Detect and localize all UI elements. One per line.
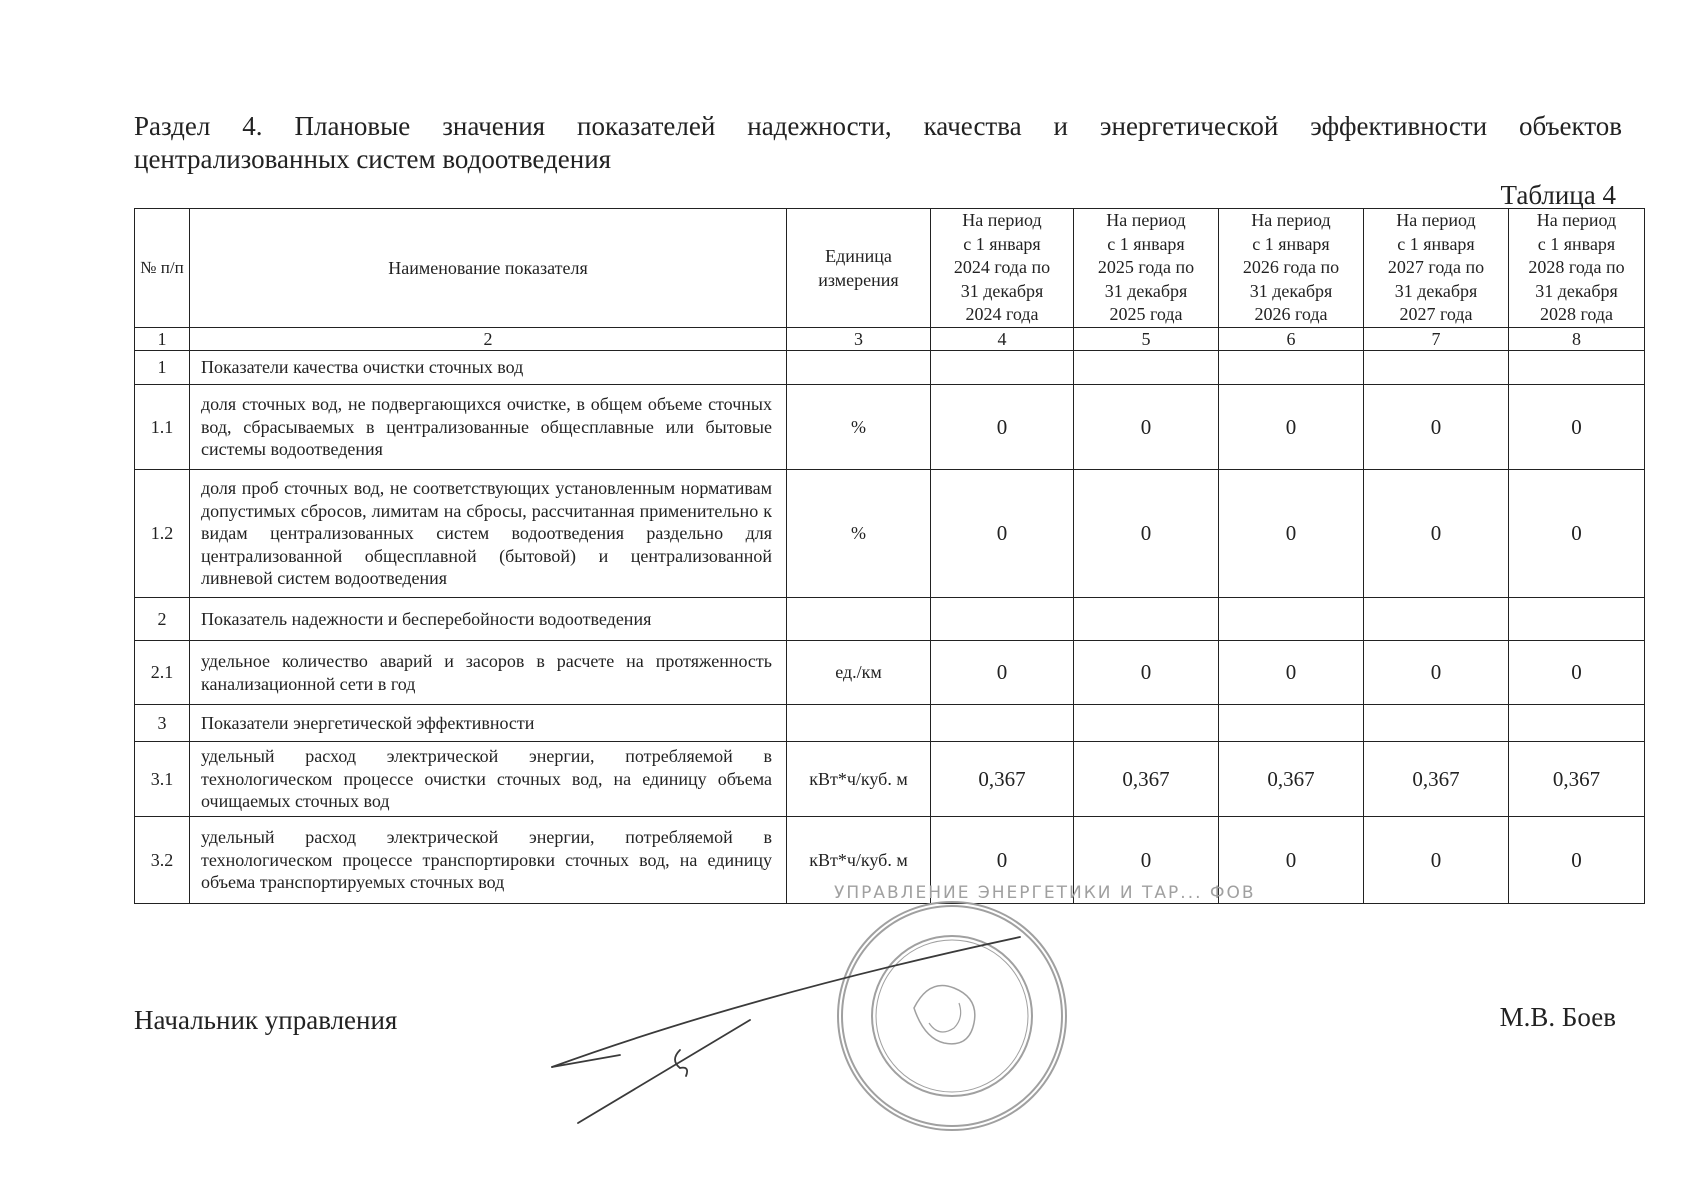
header-period bbox=[1074, 209, 1219, 328]
section-heading-line-1: Раздел 4. Плановые значения показателей надежности, качества и энергетической эффективности объектов bbox=[134, 111, 1622, 141]
row-num: 1.1 bbox=[135, 385, 190, 470]
row-unit: % bbox=[787, 470, 931, 598]
header-period bbox=[1219, 209, 1364, 328]
column-number: 5 bbox=[1074, 328, 1219, 351]
period-line: На период bbox=[1106, 210, 1186, 231]
row-num: 1.2 bbox=[135, 470, 190, 598]
period-line: 31 декабря bbox=[1249, 280, 1333, 301]
period-line: 2028 года bbox=[1539, 304, 1614, 325]
row-value: 0 bbox=[1074, 385, 1219, 470]
row-value: 0 bbox=[1074, 817, 1219, 904]
column-number: 7 bbox=[1364, 328, 1509, 351]
row-value: 0,367 bbox=[1509, 742, 1645, 817]
section-num: 3 bbox=[135, 705, 190, 742]
indicators-table bbox=[134, 208, 1645, 904]
section-title: Показатели энергетической эффективности bbox=[190, 705, 787, 742]
column-number: 4 bbox=[931, 328, 1074, 351]
period-line: 2027 года по bbox=[1387, 257, 1485, 278]
section-row bbox=[135, 705, 1645, 742]
section-heading-line-2: централизованных систем водоотведения bbox=[134, 144, 612, 174]
header-period bbox=[1364, 209, 1509, 328]
period-line: с 1 января bbox=[1537, 233, 1616, 254]
period-line: На период bbox=[1251, 210, 1331, 231]
period-line: На период bbox=[1536, 210, 1617, 231]
period-line: 2024 года по bbox=[953, 257, 1051, 278]
column-number: 8 bbox=[1509, 328, 1645, 351]
row-name: удельный расход электрической энергии, потребляемой в технологическом процессе транспортировки сточных вод, на единицу объема транспортируемых сточных вод bbox=[190, 817, 787, 904]
signatory-role: Начальник управления bbox=[134, 1005, 398, 1035]
row-num: 3.2 bbox=[135, 817, 190, 904]
row-num: 3.1 bbox=[135, 742, 190, 817]
section-title: Показатели качества очистки сточных вод bbox=[190, 351, 787, 385]
period-line: 2027 года bbox=[1399, 304, 1473, 325]
row-value: 0 bbox=[1509, 470, 1645, 598]
row-value: 0 bbox=[1364, 817, 1509, 904]
section-num: 2 bbox=[135, 598, 190, 641]
header-period bbox=[931, 209, 1074, 328]
row-name: доля проб сточных вод, не соответствующих установленным нормативам допустимых сбросов, лимитам на сбросы, рассчитанная применительно к видам централизованных систем водоотведения раздельно для централизованной общесплавной (бытовой) и централизованной ливневой систем водоотведения bbox=[190, 470, 787, 598]
row-value: 0 bbox=[1074, 641, 1219, 705]
table-caption: Таблица 4 bbox=[1500, 180, 1616, 210]
period-line: 2026 года по bbox=[1242, 257, 1340, 278]
period-line: с 1 января bbox=[963, 233, 1041, 254]
row-value: 0 bbox=[1364, 641, 1509, 705]
period-line: 31 декабря bbox=[1535, 280, 1618, 301]
period-line: 31 декабря bbox=[1394, 280, 1478, 301]
header-row bbox=[135, 209, 1645, 328]
section-heading bbox=[134, 110, 1622, 176]
row-value: 0 bbox=[931, 817, 1074, 904]
table-row bbox=[135, 385, 1645, 470]
column-number: 1 bbox=[135, 328, 190, 351]
period-line: 2025 года bbox=[1109, 304, 1183, 325]
row-value: 0 bbox=[1219, 641, 1364, 705]
row-value: 0 bbox=[1509, 385, 1645, 470]
row-value: 0 bbox=[1509, 641, 1645, 705]
row-value: 0,367 bbox=[1074, 742, 1219, 817]
row-value: 0,367 bbox=[931, 742, 1074, 817]
period-line: 31 декабря bbox=[960, 280, 1044, 301]
row-value: 0 bbox=[1219, 817, 1364, 904]
period-line: с 1 января bbox=[1397, 233, 1475, 254]
stamp-text: УПРАВЛЕНИЕ ЭНЕРГЕТИКИ И ТАР... ФОВ bbox=[834, 883, 1256, 903]
row-unit: кВт*ч/куб. м bbox=[787, 742, 931, 817]
table-row bbox=[135, 470, 1645, 598]
column-number-row bbox=[135, 328, 1645, 351]
period-line: 31 декабря bbox=[1104, 280, 1188, 301]
header-name: Наименование показателя bbox=[190, 209, 787, 328]
period-line: с 1 января bbox=[1107, 233, 1185, 254]
column-number: 2 bbox=[190, 328, 787, 351]
row-unit: % bbox=[787, 385, 931, 470]
section-row bbox=[135, 351, 1645, 385]
handwritten-signature bbox=[540, 925, 1060, 1125]
row-name: удельный расход электрической энергии, потребляемой в технологическом процессе очистки сточных вод, на единицу объема очищаемых сточных вод bbox=[190, 742, 787, 817]
row-value: 0 bbox=[931, 385, 1074, 470]
signatory-name: М.В. Боев bbox=[1499, 1002, 1616, 1032]
row-value: 0,367 bbox=[1364, 742, 1509, 817]
row-value: 0,367 bbox=[1219, 742, 1364, 817]
row-unit: кВт*ч/куб. м bbox=[787, 817, 931, 904]
row-name: доля сточных вод, не подвергающихся очистке, в общем объеме сточных вод, сбрасываемых в централизованные общесплавные или бытовые системы водоотведения bbox=[190, 385, 787, 470]
section-num: 1 bbox=[135, 351, 190, 385]
row-value: 0 bbox=[1364, 470, 1509, 598]
period-line: 2026 года bbox=[1254, 304, 1328, 325]
section-title: Показатель надежности и бесперебойности водоотведения bbox=[190, 598, 787, 641]
period-line: 2025 года по bbox=[1097, 257, 1195, 278]
table-row bbox=[135, 641, 1645, 705]
row-value: 0 bbox=[1509, 817, 1645, 904]
header-num: № п/п bbox=[135, 209, 190, 328]
period-line: 2024 года bbox=[965, 304, 1039, 325]
row-value: 0 bbox=[1074, 470, 1219, 598]
row-num: 2.1 bbox=[135, 641, 190, 705]
header-unit: Единица измерения bbox=[787, 209, 931, 328]
period-line: 2028 года по bbox=[1528, 257, 1625, 278]
table-row bbox=[135, 742, 1645, 817]
row-value: 0 bbox=[1219, 385, 1364, 470]
row-value: 0 bbox=[1219, 470, 1364, 598]
row-name: удельное количество аварий и засоров в расчете на протяженность канализационной сети в год bbox=[190, 641, 787, 705]
row-value: 0 bbox=[931, 641, 1074, 705]
header-period bbox=[1509, 209, 1645, 328]
row-value: 0 bbox=[931, 470, 1074, 598]
period-line: На период bbox=[962, 210, 1042, 231]
column-number: 6 bbox=[1219, 328, 1364, 351]
row-unit: ед./км bbox=[787, 641, 931, 705]
section-row bbox=[135, 598, 1645, 641]
period-line: На период bbox=[1396, 210, 1476, 231]
column-number: 3 bbox=[787, 328, 931, 351]
row-value: 0 bbox=[1364, 385, 1509, 470]
period-line: с 1 января bbox=[1252, 233, 1330, 254]
